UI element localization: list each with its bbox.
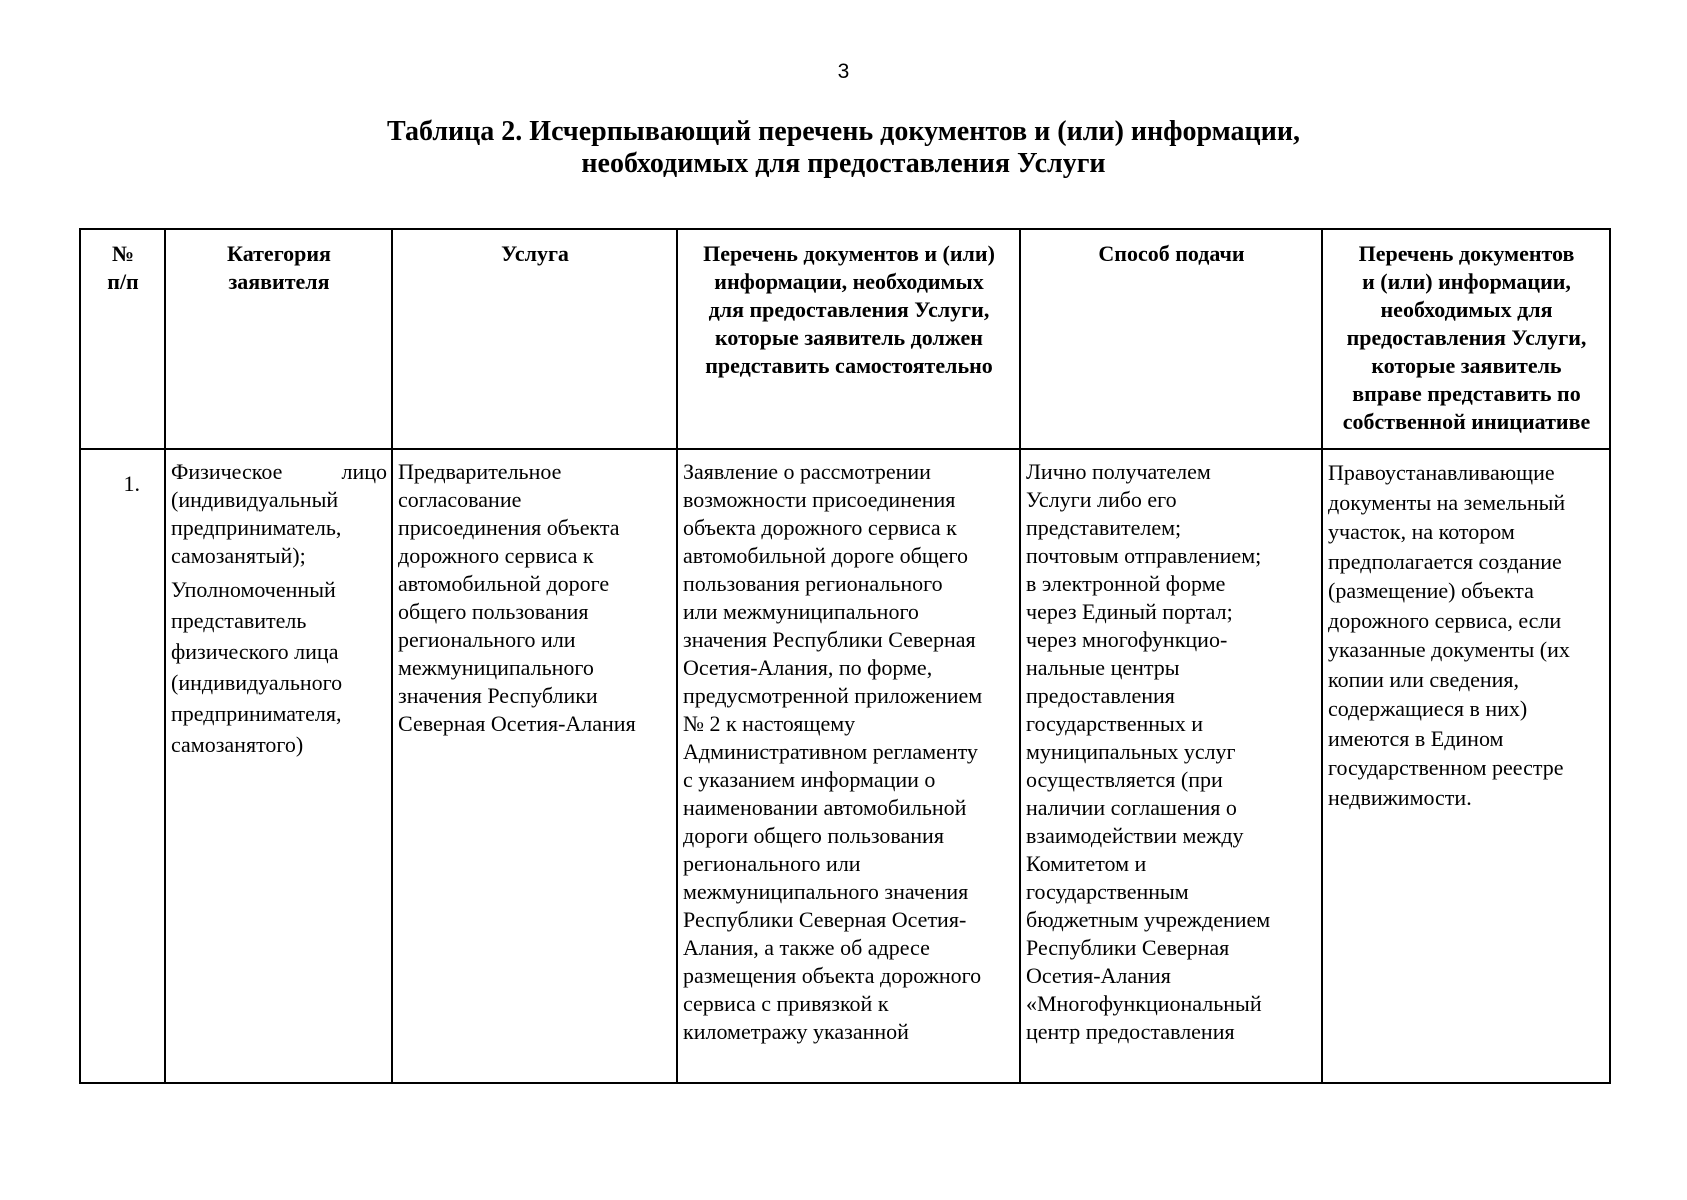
category-text: (индивидуальный предприниматель, самозанятый); (171, 487, 342, 568)
header-number: № п/п (80, 229, 165, 449)
applicant-category-cell (165, 449, 392, 1083)
service-cell (392, 449, 677, 1083)
header-service: Услуга (392, 229, 677, 449)
documents-table (79, 228, 1611, 1084)
required-documents-text: Заявление о рассмотрении возможности присоединения объекта дорожного сервиса к автомобильной дороге общего пользования регионального или межмуниципального значения Республики Северная Осетия-Алания, по форме, предусмотренной приложением № 2 к настоящему Административном регламенту с указанием информации о наименовании автомобильной дороги общего пользования регионального или межмуниципального значения Республики Северная Осетия- Алания, а также об адресе размещения объекта дорожного сервиса с привязкой к километражу указанной (683, 459, 983, 1044)
required-documents-cell (677, 449, 1020, 1083)
table-row (80, 449, 1610, 1083)
header-optional-documents: Перечень документов и (или) информации, необходимых для предоставления Услуги, которые заявитель вправе представить по собственной инициативе (1322, 229, 1610, 449)
submission-method-text: Лично получателем Услуги либо его представителем; почтовым отправлением; в электронной форме через Единый портал; через многофункцио- нальные центры предоставления государственных и муниципальных услуг осуществляется (при наличии соглашения о взаимодействии между Комитетом и государственным бюджетным учреждением Республики Северная Осетия-Алания «Многофункциональный центр предоставления (1026, 459, 1271, 1044)
service-text: Предварительное согласование присоединения объекта дорожного сервиса к автомобильной дороге общего пользования регионального или межмуниципального значения Республики Северная Осетия-Алания (398, 459, 636, 736)
header-submission-method: Способ подачи (1020, 229, 1322, 449)
table-title-line-2: необходимых для предоставления Услуги (581, 148, 1106, 179)
table-title-line-1: Таблица 2. Исчерпывающий перечень документов и (или) информации, (387, 116, 1300, 147)
category-word: Физическое (171, 459, 283, 484)
table-title (0, 116, 1687, 180)
category-word: лицо (341, 459, 387, 484)
category-text: Уполномоченный представитель физического лица (индивидуального предпринимателя, самозанятого) (171, 577, 343, 757)
header-required-documents: Перечень документов и (или) информации, необходимых для предоставления Услуги, которые заявитель должен представить самостоятельно (677, 229, 1020, 449)
page-number: 3 (837, 60, 850, 83)
row-number: 1. (80, 449, 165, 1083)
optional-documents-cell (1322, 449, 1610, 1083)
header-applicant-category: Категория заявителя (165, 229, 392, 449)
table-header-row (80, 229, 1610, 449)
submission-method-cell (1020, 449, 1322, 1083)
optional-documents-text: Правоустанавливающие документы на земельный участок, на котором предполагается создание (размещение) объекта дорожного сервиса, если указанные документы (их копии или сведения, содержащиеся в них) имеются в Едином государственном реестре недвижимости. (1328, 460, 1570, 810)
